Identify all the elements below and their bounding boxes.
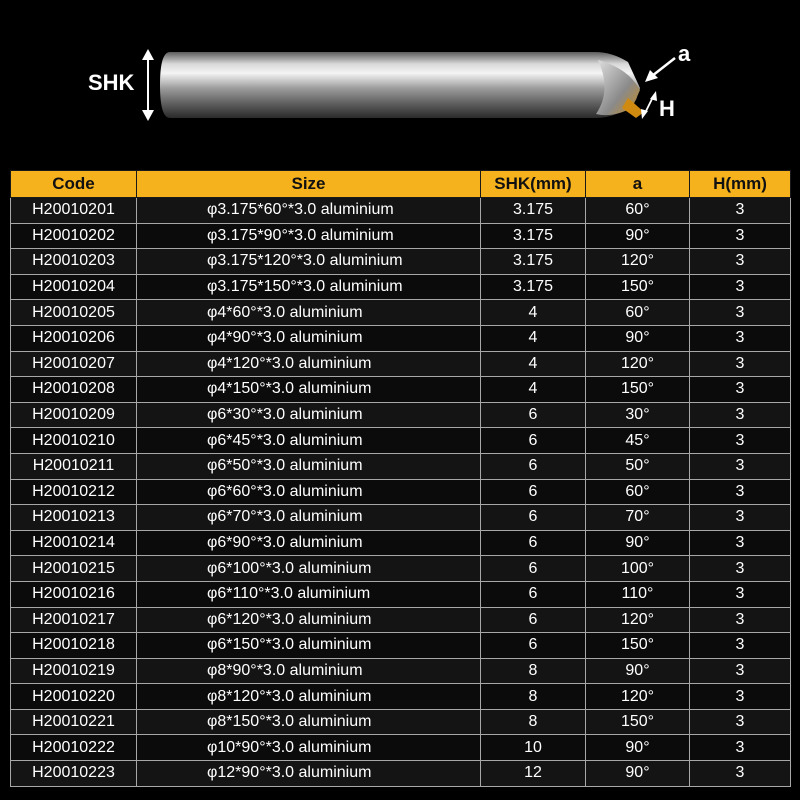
table-row (11, 351, 791, 377)
table-row (11, 556, 791, 582)
table-row (11, 377, 791, 403)
cell-size: φ4*120°*3.0 aluminium (137, 351, 481, 377)
cell-size: φ8*150°*3.0 aluminium (137, 709, 481, 735)
cell-shank: 3.175 (481, 249, 586, 275)
cell-angle: 90° (586, 325, 690, 351)
cell-angle: 120° (586, 607, 690, 633)
cell-code: H20010208 (11, 377, 137, 403)
cell-shank: 3.175 (481, 223, 586, 249)
cell-height: 3 (690, 761, 791, 787)
cell-height: 3 (690, 607, 791, 633)
cell-angle: 90° (586, 530, 690, 556)
cell-angle: 100° (586, 556, 690, 582)
cell-size: φ6*70°*3.0 aluminium (137, 505, 481, 531)
cell-size: φ3.175*90°*3.0 aluminium (137, 223, 481, 249)
table-header-row (11, 171, 791, 198)
cell-shank: 6 (481, 479, 586, 505)
cell-size: φ3.175*60°*3.0 aluminium (137, 198, 481, 224)
cell-size: φ6*60°*3.0 aluminium (137, 479, 481, 505)
table-row (11, 223, 791, 249)
cell-shank: 6 (481, 556, 586, 582)
cell-angle: 120° (586, 249, 690, 275)
cell-shank: 12 (481, 761, 586, 787)
table-row (11, 453, 791, 479)
cell-height: 3 (690, 581, 791, 607)
cell-shank: 10 (481, 735, 586, 761)
cell-code: H20010214 (11, 530, 137, 556)
cell-angle: 30° (586, 402, 690, 428)
cell-shank: 8 (481, 709, 586, 735)
cell-size: φ6*45°*3.0 aluminium (137, 428, 481, 454)
table-row (11, 479, 791, 505)
cell-code: H20010209 (11, 402, 137, 428)
cell-height: 3 (690, 223, 791, 249)
table-row (11, 581, 791, 607)
cell-shank: 4 (481, 300, 586, 326)
cell-height: 3 (690, 735, 791, 761)
cell-height: 3 (690, 556, 791, 582)
cell-height: 3 (690, 658, 791, 684)
cell-angle: 90° (586, 223, 690, 249)
cell-shank: 6 (481, 402, 586, 428)
cell-angle: 150° (586, 709, 690, 735)
table-row (11, 735, 791, 761)
cell-code: H20010210 (11, 428, 137, 454)
cell-height: 3 (690, 505, 791, 531)
cell-code: H20010204 (11, 274, 137, 300)
cell-shank: 3.175 (481, 198, 586, 224)
cell-angle: 150° (586, 274, 690, 300)
header-shank: SHK(mm) (481, 171, 586, 198)
table-row (11, 658, 791, 684)
table-row (11, 325, 791, 351)
cell-angle: 120° (586, 684, 690, 710)
cell-code: H20010205 (11, 300, 137, 326)
cell-shank: 6 (481, 530, 586, 556)
cell-shank: 6 (481, 428, 586, 454)
cell-size: φ10*90°*3.0 aluminium (137, 735, 481, 761)
cell-code: H20010220 (11, 684, 137, 710)
cell-shank: 3.175 (481, 274, 586, 300)
cell-code: H20010213 (11, 505, 137, 531)
cell-code: H20010201 (11, 198, 137, 224)
table-row (11, 607, 791, 633)
cell-size: φ6*120°*3.0 aluminium (137, 607, 481, 633)
cell-shank: 4 (481, 377, 586, 403)
cell-angle: 110° (586, 581, 690, 607)
cell-size: φ6*150°*3.0 aluminium (137, 633, 481, 659)
shank-dimension-arrow (142, 49, 154, 121)
cell-shank: 4 (481, 351, 586, 377)
cell-size: φ8*90°*3.0 aluminium (137, 658, 481, 684)
cell-code: H20010207 (11, 351, 137, 377)
cell-shank: 6 (481, 505, 586, 531)
table-row (11, 684, 791, 710)
table-row (11, 249, 791, 275)
cell-angle: 70° (586, 505, 690, 531)
cell-size: φ3.175*120°*3.0 aluminium (137, 249, 481, 275)
cell-height: 3 (690, 300, 791, 326)
header-size: Size (137, 171, 481, 198)
cell-shank: 6 (481, 453, 586, 479)
cell-angle: 90° (586, 761, 690, 787)
cell-angle: 150° (586, 633, 690, 659)
cell-code: H20010223 (11, 761, 137, 787)
cell-height: 3 (690, 351, 791, 377)
cell-size: φ6*100°*3.0 aluminium (137, 556, 481, 582)
table-row (11, 505, 791, 531)
cell-size: φ6*90°*3.0 aluminium (137, 530, 481, 556)
cell-code: H20010211 (11, 453, 137, 479)
cell-code: H20010221 (11, 709, 137, 735)
cell-height: 3 (690, 633, 791, 659)
spec-table (10, 170, 791, 787)
cell-code: H20010216 (11, 581, 137, 607)
cell-angle: 60° (586, 479, 690, 505)
cell-angle: 150° (586, 377, 690, 403)
cell-code: H20010219 (11, 658, 137, 684)
cell-height: 3 (690, 479, 791, 505)
height-label: H (659, 96, 675, 121)
cell-size: φ4*60°*3.0 aluminium (137, 300, 481, 326)
table-row (11, 633, 791, 659)
header-height: H(mm) (690, 171, 791, 198)
cell-shank: 8 (481, 684, 586, 710)
cell-height: 3 (690, 453, 791, 479)
cell-height: 3 (690, 274, 791, 300)
table-row (11, 709, 791, 735)
cell-code: H20010206 (11, 325, 137, 351)
table-row (11, 198, 791, 224)
cell-size: φ4*90°*3.0 aluminium (137, 325, 481, 351)
tool-diagram (0, 0, 800, 160)
table-row (11, 428, 791, 454)
cell-size: φ3.175*150°*3.0 aluminium (137, 274, 481, 300)
header-code: Code (11, 171, 137, 198)
table-row (11, 300, 791, 326)
angle-label: a (678, 41, 691, 66)
cell-height: 3 (690, 530, 791, 556)
cell-size: φ6*110°*3.0 aluminium (137, 581, 481, 607)
cell-shank: 6 (481, 633, 586, 659)
table-row (11, 274, 791, 300)
cell-size: φ6*50°*3.0 aluminium (137, 453, 481, 479)
cell-code: H20010212 (11, 479, 137, 505)
cell-code: H20010215 (11, 556, 137, 582)
cell-height: 3 (690, 428, 791, 454)
cell-code: H20010217 (11, 607, 137, 633)
cell-size: φ8*120°*3.0 aluminium (137, 684, 481, 710)
shank-label: SHK (88, 70, 135, 95)
shank-body (160, 52, 640, 118)
cell-height: 3 (690, 709, 791, 735)
angle-pointer-arrow (645, 58, 675, 82)
cell-height: 3 (690, 198, 791, 224)
cell-angle: 60° (586, 198, 690, 224)
table-row (11, 402, 791, 428)
cell-shank: 8 (481, 658, 586, 684)
cell-angle: 45° (586, 428, 690, 454)
cell-size: φ12*90°*3.0 aluminium (137, 761, 481, 787)
table-row (11, 530, 791, 556)
cell-size: φ6*30°*3.0 aluminium (137, 402, 481, 428)
cell-angle: 60° (586, 300, 690, 326)
cell-code: H20010202 (11, 223, 137, 249)
cell-code: H20010203 (11, 249, 137, 275)
header-angle: a (586, 171, 690, 198)
cell-height: 3 (690, 325, 791, 351)
table-row (11, 761, 791, 787)
cell-shank: 6 (481, 581, 586, 607)
cell-height: 3 (690, 402, 791, 428)
cell-size: φ4*150°*3.0 aluminium (137, 377, 481, 403)
cell-angle: 50° (586, 453, 690, 479)
cell-code: H20010218 (11, 633, 137, 659)
cell-code: H20010222 (11, 735, 137, 761)
cell-angle: 90° (586, 658, 690, 684)
cell-angle: 120° (586, 351, 690, 377)
cell-shank: 6 (481, 607, 586, 633)
cell-height: 3 (690, 684, 791, 710)
cell-shank: 4 (481, 325, 586, 351)
cell-height: 3 (690, 377, 791, 403)
cell-angle: 90° (586, 735, 690, 761)
height-dimension-arrow (641, 91, 657, 119)
cell-height: 3 (690, 249, 791, 275)
